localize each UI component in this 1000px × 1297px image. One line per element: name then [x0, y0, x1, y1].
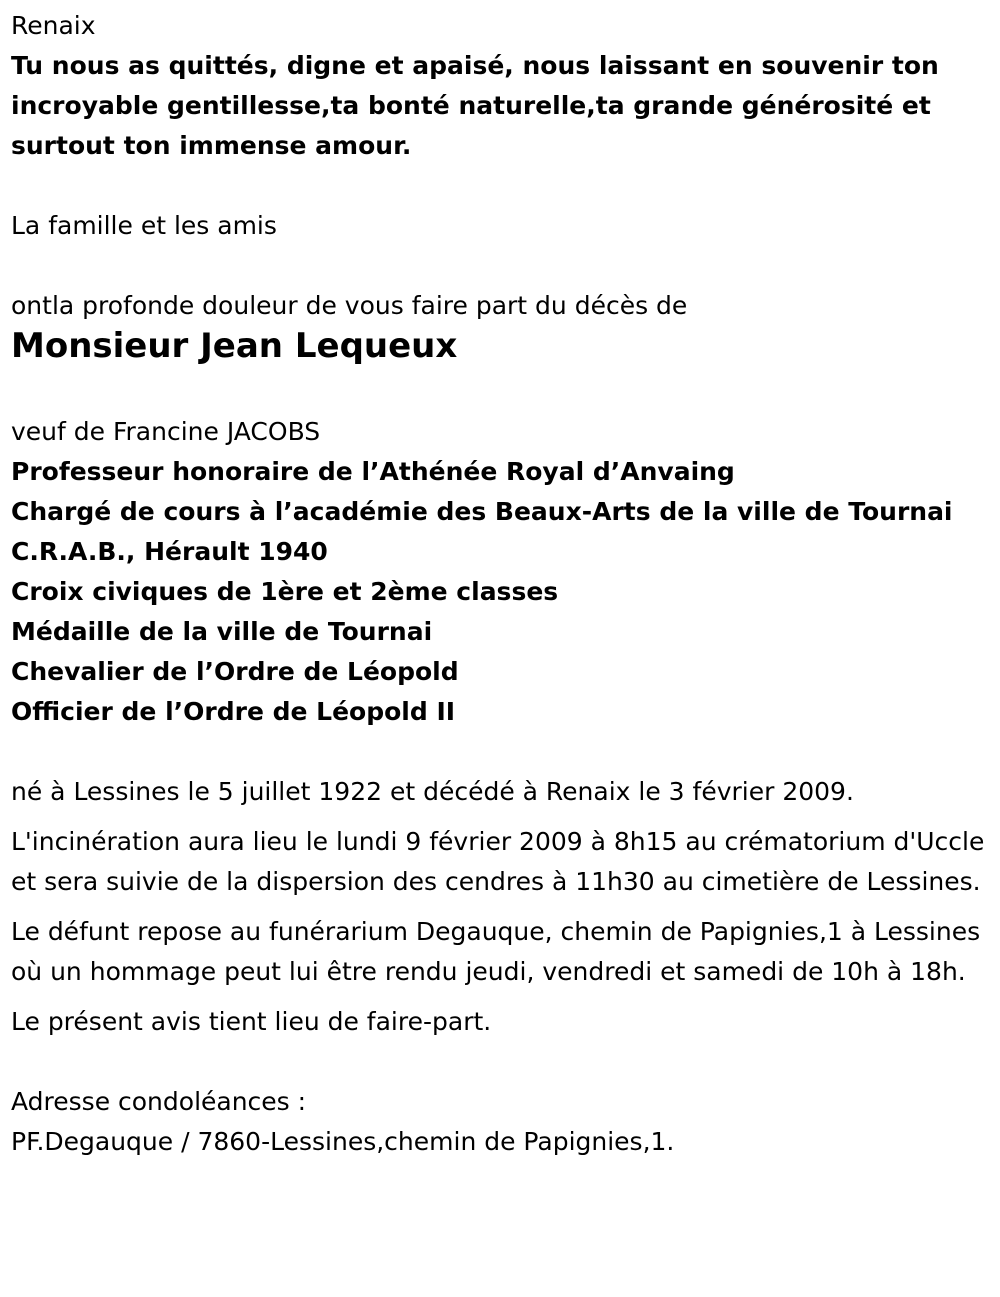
title-line: C.R.A.B., Hérault 1940	[11, 537, 328, 566]
address-label: Adresse condoléances :	[11, 1087, 307, 1116]
widower-line: veuf de Francine JACOBS	[11, 417, 321, 446]
title-line: Professeur honoraire de l’Athénée Royal d’Anvaing	[11, 457, 735, 486]
deceased-name: Monsieur Jean Lequeux	[11, 326, 458, 366]
location: Renaix	[11, 11, 96, 40]
title-line: Médaille de la ville de Tournai	[11, 617, 433, 646]
notice-paragraph: Le présent avis tient lieu de faire-part.	[11, 1007, 492, 1036]
cremation-paragraph: L'incinération aura lieu le lundi 9 février 2009 à 8h15 au crématorium d'Uccle et sera suivie de la dispersion des cendres à 11h30 au cimetière de Lessines.	[11, 827, 985, 896]
obituary-notice	[11, 6, 986, 1162]
title-line: Croix civiques de 1ère et 2ème classes	[11, 577, 559, 606]
details-section	[11, 772, 986, 1042]
spacer	[11, 366, 986, 412]
title-line: Officier de l’Ordre de Léopold II	[11, 697, 456, 726]
family-line: La famille et les amis	[11, 211, 277, 240]
intro-text: Tu nous as quittés, digne et apaisé, nous laissant en souvenir ton incroyable gentillesse,ta bonté naturelle,ta grande générosité et surtout ton immense amour.	[11, 51, 939, 160]
spacer	[11, 166, 986, 206]
birth-death-paragraph: né à Lessines le 5 juillet 1922 et décédé à Renaix le 3 février 2009.	[11, 777, 854, 806]
spacer	[11, 732, 986, 772]
title-line: Chevalier de l’Ordre de Léopold	[11, 657, 459, 686]
announcement-line: ontla profonde douleur de vous faire part du décès de	[11, 291, 688, 320]
spacer	[11, 246, 986, 286]
spacer	[11, 1042, 986, 1082]
address-line: PF.Degauque / 7860-Lessines,chemin de Papignies,1.	[11, 1127, 675, 1156]
title-line: Chargé de cours à l’académie des Beaux-Arts de la ville de Tournai	[11, 497, 953, 526]
funeral-home-paragraph: Le défunt repose au funérarium Degauque, chemin de Papignies,1 à Lessines où un hommage peut lui être rendu jeudi, vendredi et samedi de 10h à 18h.	[11, 917, 981, 986]
